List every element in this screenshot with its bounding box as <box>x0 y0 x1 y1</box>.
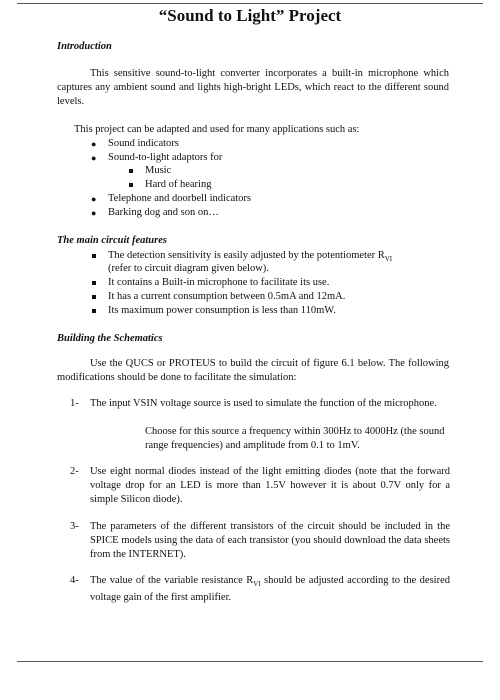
step-number: 1- <box>70 398 79 409</box>
introduction-paragraph: This sensitive sound-to-light converter incorporates a built-in microphone which captures any ambient sound and lights high-bright LEDs, which react to the different sound levels. <box>57 68 449 107</box>
feature-item: It has a current consumption between 0.5mA and 12mA. <box>108 291 346 302</box>
application-item: Sound-to-light adaptors for <box>108 152 223 163</box>
feature-item-continuation: (refer to circuit diagram given below). <box>108 263 269 274</box>
page-title: “Sound to Light” Project <box>158 6 342 25</box>
step-text: The parameters of the different transistors of the circuit should be included in the SPICE models using the data of each transistor (you should download the data sheets from the INTERNET). <box>90 521 450 560</box>
bullet-dot-icon: ● <box>91 194 97 204</box>
bullet-square-icon <box>92 254 96 258</box>
step-text: The input VSIN voltage source is used to simulate the function of the microphone. <box>90 398 437 409</box>
introduction-heading: Introduction <box>57 41 112 52</box>
bullet-square-icon <box>129 169 133 173</box>
step-item <box>70 520 450 562</box>
step-number: 3- <box>70 521 79 532</box>
applications-intro: This project can be adapted and used for many applications such as: <box>74 124 360 135</box>
application-subitem: Music <box>145 165 172 176</box>
feature-item: Its maximum power consumption is less than 110mW. <box>108 305 336 316</box>
step-text: The value of the variable resistance $R_{VI}$ should be adjusted according to the desired voltage gain of the first amplifier. <box>90 575 450 604</box>
application-subitem: Hard of hearing <box>145 179 212 190</box>
step-number: 4- <box>70 575 79 586</box>
step-text: Use eight normal diodes instead of the light emitting diodes (note that the forward voltage drop for an LED is more than 1.5V however it is about 0.7V only for a simple Silicon diode). <box>90 466 450 505</box>
bullet-dot-icon: ● <box>91 153 97 163</box>
feature-item: It contains a Built-in microphone to facilitate its use. <box>108 277 330 288</box>
schematics-heading: Building the Schematics <box>57 333 163 344</box>
bottom-rule <box>17 661 483 662</box>
bullet-square-icon <box>129 183 133 187</box>
step-item <box>70 465 450 507</box>
bullet-square-icon <box>92 295 96 299</box>
bullet-dot-icon: ● <box>91 139 97 149</box>
step-note: Choose for this source a frequency within 300Hz to 4000Hz (the sound range frequencies) and amplitude from 0.1 to 1mV. <box>145 426 445 451</box>
application-item: Telephone and doorbell indicators <box>108 193 252 204</box>
bullet-dot-icon: ● <box>91 208 97 218</box>
step-number: 2- <box>70 466 79 477</box>
schematics-paragraph: Use the QUCS or PROTEUS to build the circuit of figure 6.1 below. The following modifications should be done to facilitate the simulation: <box>57 358 449 383</box>
top-rule <box>17 3 483 4</box>
application-item: Barking dog and son on… <box>108 207 219 218</box>
step-item <box>70 574 450 605</box>
feature-item: The detection sensitivity is easily adjusted by the potentiometer $R_{VI}$ <box>108 250 393 264</box>
bullet-square-icon <box>92 309 96 313</box>
application-item: Sound indicators <box>108 138 179 149</box>
features-heading: The main circuit features <box>57 235 167 246</box>
step-item <box>70 397 450 411</box>
bullet-square-icon <box>92 281 96 285</box>
